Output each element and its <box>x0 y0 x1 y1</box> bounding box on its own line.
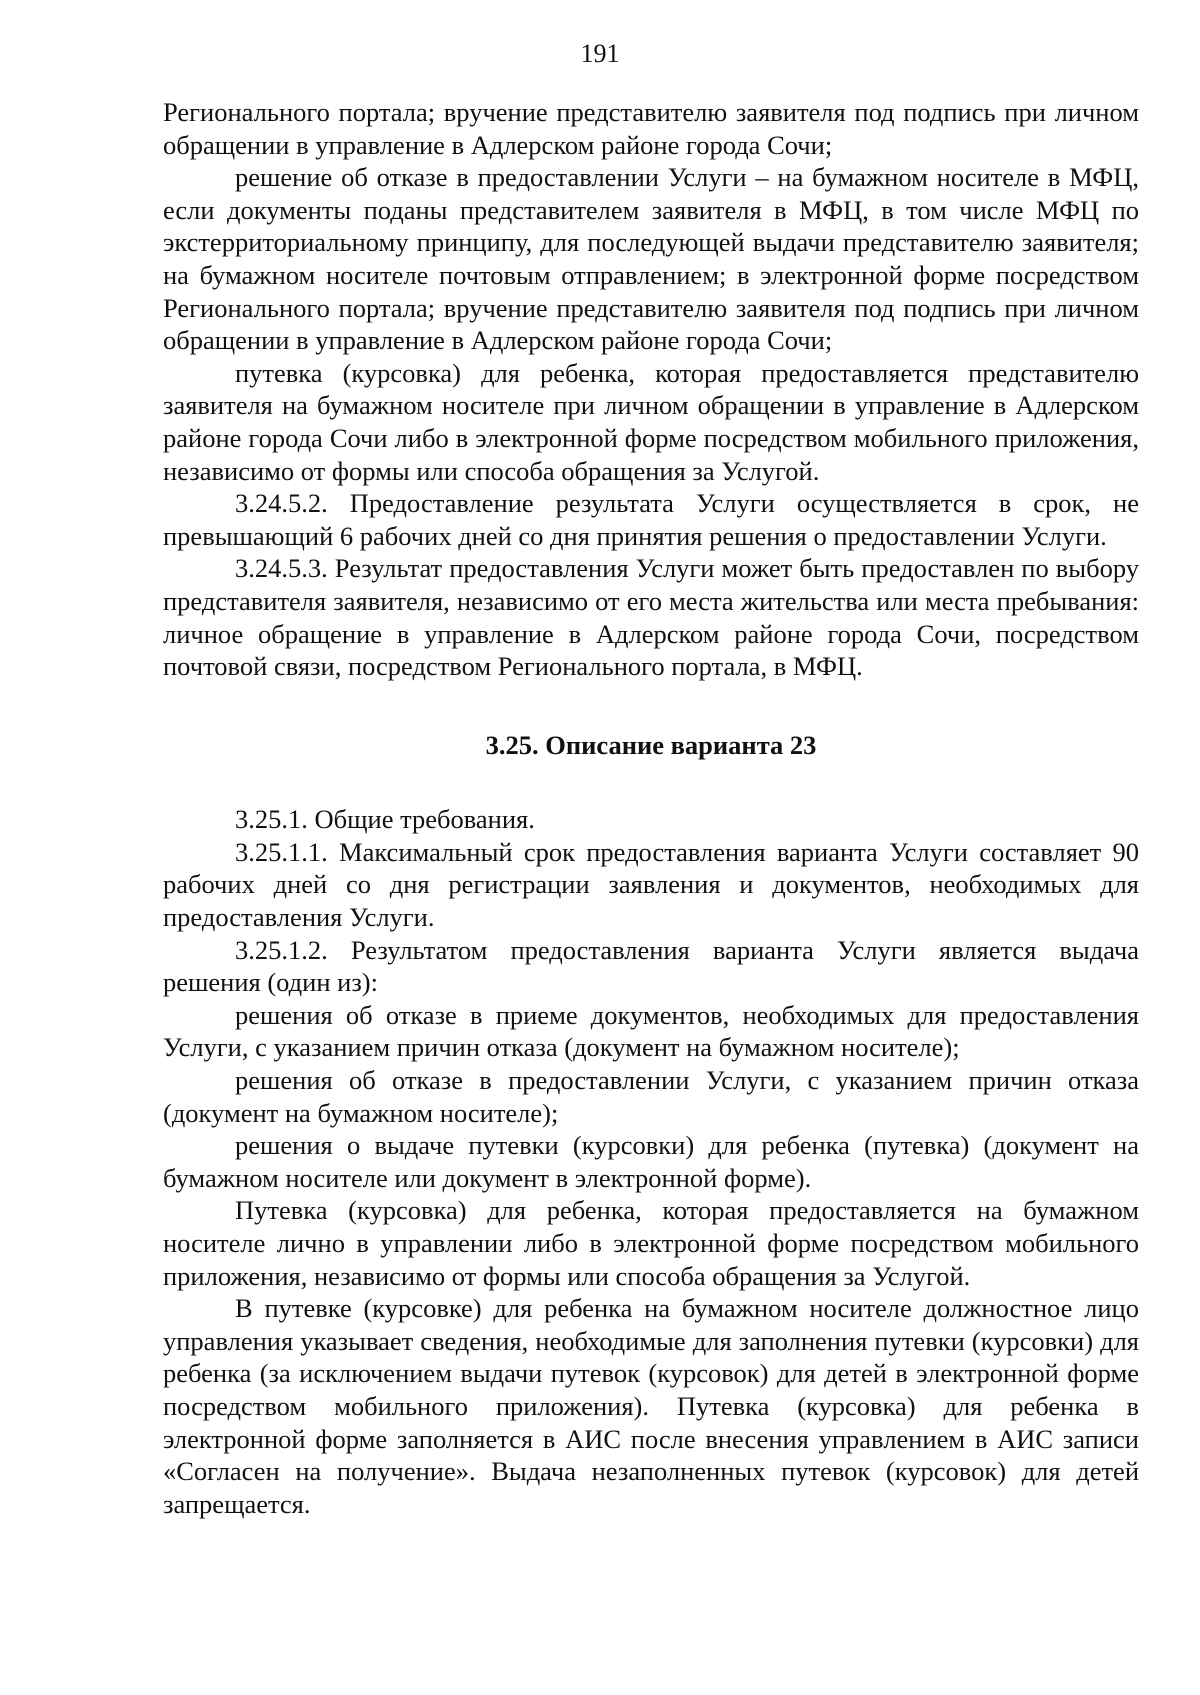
paragraph: Регионального портала; вручение представителю заявителя под подпись при личном обращении в управление в Адлерском районе города Сочи; <box>163 97 1139 160</box>
paragraph: 3.24.5.3. Результат предоставления Услуги может быть предоставлен по выбору представителя заявителя, независимо от его места жительства или места пребывания: личное обращение в управление в Адлерском районе города Сочи, посредством почтовой связи, посредством Регионального портала, в МФЦ. <box>163 553 1139 682</box>
paragraph: решения об отказе в предоставлении Услуги, с указанием причин отказа (документ на бумажном носителе); <box>163 1065 1139 1128</box>
paragraph: 3.25.1. Общие требования. <box>235 804 535 835</box>
section-3-24-text <box>163 96 1139 683</box>
paragraph: решение об отказе в предоставлении Услуги – на бумажном носителе в МФЦ, если документы поданы представителем заявителя в МФЦ, в том числе МФЦ по экстерриториальному принципу, для последующей выдачи представителю заявителя; на бумажном носителе почтовым отправлением; в электронной форме посредством Регионального портала; вручение представителю заявителя под подпись при личном обращении в управление в Адлерском районе города Сочи; <box>163 162 1139 356</box>
paragraph: решения об отказе в приеме документов, необходимых для предоставления Услуги, с указанием причин отказа (документ на бумажном носителе); <box>163 999 1139 1063</box>
paragraph: Путевка (курсовка) для ребенка, которая предоставляется на бумажном носителе лично в управлении либо в электронной форме посредством мобильного приложения, независимо от формы или способа обращения за Услугой. <box>163 1195 1139 1291</box>
paragraph: решения о выдаче путевки (курсовки) для ребенка (путевка) (документ на бумажном носителе или документ в электронной форме). <box>163 1130 1139 1193</box>
paragraph: 3.25.1.2. Результатом предоставления варианта Услуги является выдача решения (один из): <box>163 934 1139 998</box>
section-3-25-text <box>163 803 1139 1520</box>
paragraph: путевка (курсовка) для ребенка, которая предоставляется представителю заявителя на бумажном носителе при личном обращении в управление в Адлерском районе города Сочи либо в электронной форме посредством мобильного приложения, независимо от формы или способа обращения за Услугой. <box>163 357 1139 486</box>
page-number: 191 <box>580 39 620 68</box>
paragraph: 3.25.1.1. Максимальный срок предоставления варианта Услуги составляет 90 рабочих дней со дня регистрации заявления и документов, необходимых для предоставления Услуги. <box>163 836 1139 933</box>
document-body <box>163 96 1139 1520</box>
paragraph: В путевке (курсовке) для ребенка на бумажном носителе должностное лицо управления указывает сведения, необходимые для заполнения путевки (курсовки) для ребенка (за исключением выдачи путевок (курсовок) для детей в электронной форме посредством мобильного приложения). Путевка (курсовка) для ребенка в электронной форме заполняется в АИС после внесения управлением в АИС записи «Согласен на получение». Выдача незаполненных путевок (курсовок) для детей запрещается. <box>163 1293 1139 1519</box>
paragraph: 3.24.5.2. Предоставление результата Услуги осуществляется в срок, не превышающий 6 рабочих дней со дня принятия решения о предоставлении Услуги. <box>163 488 1139 551</box>
section-heading: 3.25. Описание варианта 23 <box>485 729 817 760</box>
